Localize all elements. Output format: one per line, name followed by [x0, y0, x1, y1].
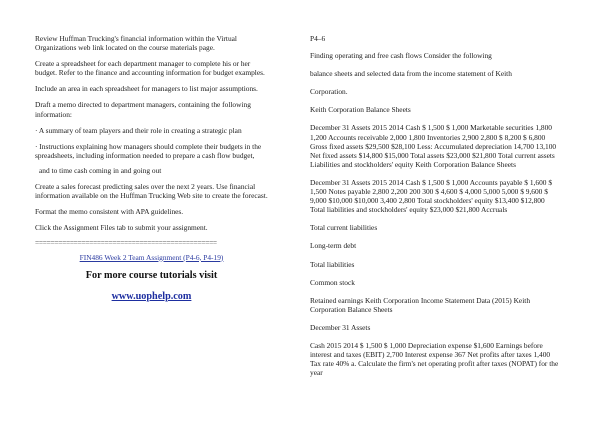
- paragraph: Retained earnings Keith Corporation Income Statement Data (2015) Keith Corporation Balance Sheets: [310, 295, 531, 314]
- left-column: [35, 34, 268, 301]
- paragraph: balance sheets and selected data from the income statement of Keith: [310, 69, 512, 79]
- paragraph: December 31 Assets 2015 2014 Cash $ 1,500 $ 1,000 Marketable securities 1,800 1,200 Accounts receivable 2,000 1,800 Inventories 2,900 2,800 $ 8,200 $ 6,800 Gross fixed assets $29,500 $28,100 Less: Accumulated depreciation 14,700 13,100 Net fixed assets $14,800 $15,000 Total assets $23,000 $21,800 Total current assets Liabilities and stockholders' equity Keith Corporation Balance Sheets: [310, 123, 557, 169]
- paragraph: Long-term debt: [310, 241, 357, 251]
- paragraph: December 31 Assets: [310, 322, 371, 332]
- assignment-link[interactable]: FIN486 Week 2 Team Assignment (P4-6, P4-19): [79, 252, 224, 262]
- paragraph: Include an area in each spreadsheet for managers to list major assumptions.: [35, 84, 258, 94]
- paragraph: Create a spreadsheet for each department manager to complete his or her budget. Refer to the finance and accounting information for budget examples.: [35, 59, 265, 78]
- problem-heading: P4–6: [310, 34, 326, 43]
- paragraph: Format the memo consistent with APA guidelines.: [35, 207, 184, 217]
- promo-text: For more course tutorials visit: [85, 269, 218, 281]
- paragraph: Corporation.: [310, 87, 348, 97]
- paragraph: Total liabilities: [310, 259, 355, 269]
- right-column: [310, 34, 560, 386]
- paragraph: Cash 2015 2014 $ 1,500 $ 1,000 Depreciation expense $1,600 Earnings before interest and taxes (EBIT) 2,700 Interest expense 367 Net profits after taxes 1,400 Tax rate 40% a. Calculate the firm's net operating profit after taxes (NOPAT) for the year: [310, 340, 559, 378]
- paragraph: Finding operating and free cash flows Consider the following: [310, 51, 492, 61]
- website-link[interactable]: www.uophelp.com: [111, 290, 192, 302]
- paragraph: Common stock: [310, 277, 355, 287]
- section-title: Keith Corporation Balance Sheets: [310, 105, 411, 115]
- paragraph: December 31 Assets 2015 2014 Cash $ 1,500 $ 1,000 Accounts payable $ 1,600 $ 1,500 Notes payable 2,800 2,200 200 300 $ 4,600 $ 4,000 5,000 5,000 $ 9,600 $ 9,000 $10,000 $10,000 3,400 2,800 Total stockholders' equity $13,400 $12,800 Total liabilities and stockholders' equity $23,000 $21,800 Accruals: [310, 177, 553, 215]
- bullet-item: · Instructions explaining how managers should complete their budgets in the spreadsheets, including information needed to prepare a cash flow budget,: [35, 141, 262, 160]
- bullet-item: · A summary of team players and their role in creating a strategic plan: [35, 125, 242, 135]
- paragraph: Review Huffman Trucking's financial information within the Virtual Organizations web link located on the course materials page.: [35, 34, 237, 53]
- separator-line: ===============================================: [35, 238, 217, 248]
- paragraph: and to time cash coming in and going out: [39, 165, 162, 175]
- paragraph: Click the Assignment Files tab to submit your assignment.: [35, 223, 208, 233]
- paragraph: Total current liabilities: [310, 223, 378, 233]
- paragraph: Draft a memo directed to department managers, containing the following information:: [35, 100, 251, 119]
- paragraph: Create a sales forecast predicting sales over the next 2 years. Use financial information available on the Huffman Trucking Web site to create the forecast.: [35, 182, 268, 201]
